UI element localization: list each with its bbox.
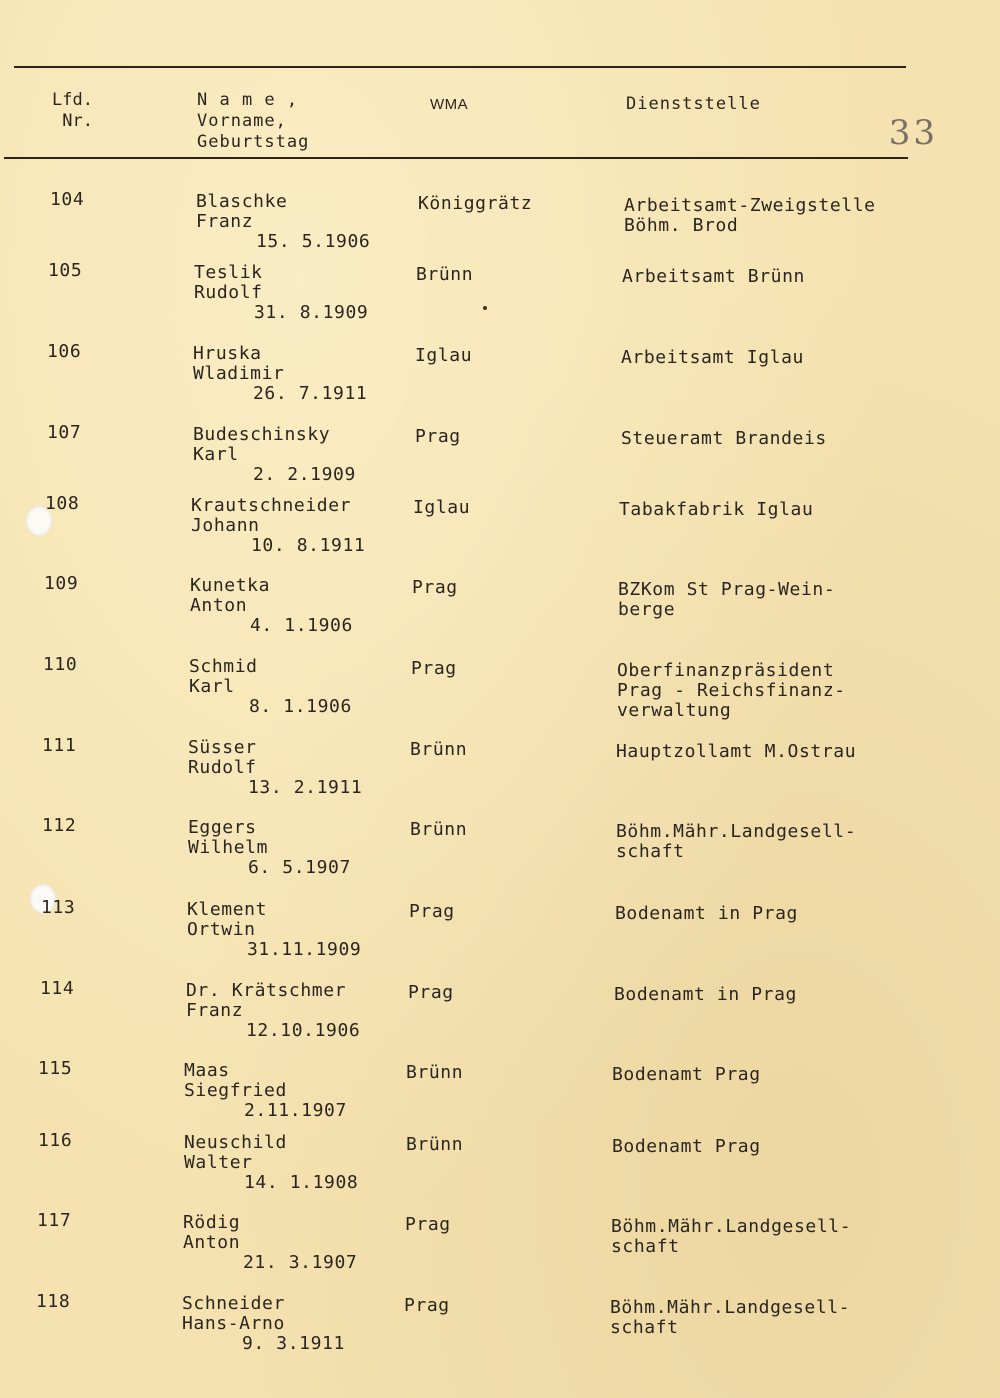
table-row (0, 979, 990, 1059)
wma-value: Prag (408, 982, 454, 1003)
table-row (0, 1059, 988, 1139)
dienststelle-line: Böhm. Brod (624, 215, 739, 236)
dienststelle-line: Hauptzollamt M.Ostrau (616, 741, 857, 762)
surname: Klement (187, 899, 268, 920)
first-name: Franz (186, 1000, 244, 1021)
dienststelle-line: Bodenamt in Prag (614, 984, 797, 1005)
surname: Maas (184, 1060, 230, 1081)
wma-value: Prag (405, 1214, 451, 1235)
row-number: 110 (43, 654, 78, 675)
dienststelle-line: Arbeitsamt Brünn (622, 266, 805, 287)
first-name: Wladimir (193, 363, 285, 384)
dienststelle-line: Tabakfabrik Iglau (619, 499, 814, 520)
birth-date: 15. 5.1906 (256, 231, 371, 252)
wma-value: Iglau (415, 345, 473, 366)
row-number: 106 (47, 341, 82, 362)
surname: Neuschild (184, 1132, 287, 1153)
birth-date: 13. 2.1911 (248, 777, 363, 798)
birth-date: 6. 5.1907 (248, 857, 351, 878)
table-row (0, 494, 995, 574)
surname: Süsser (188, 737, 257, 758)
first-name: Ortwin (187, 919, 256, 940)
table-row (0, 898, 991, 978)
surname: Eggers (188, 817, 257, 838)
header-name: N a m e , Vorname, Geburtstag (197, 90, 310, 152)
header-wma: WMA (430, 96, 469, 113)
dienststelle-line: Böhm.Mähr.Landgesell- (610, 1297, 851, 1318)
row-number: 115 (38, 1058, 73, 1079)
wma-value: Brünn (410, 739, 468, 760)
row-number: 112 (42, 815, 77, 836)
birth-date: 2. 2.1909 (253, 464, 356, 485)
wma-value: Prag (415, 426, 461, 447)
wma-value: Prag (404, 1295, 450, 1316)
table-row (0, 816, 992, 896)
surname: Rödig (183, 1212, 241, 1233)
header-lfd-nr: Lfd. Nr. (52, 90, 93, 131)
birth-date: 10. 8.1911 (251, 535, 366, 556)
first-name: Karl (193, 444, 239, 465)
surname: Budeschinsky (193, 424, 331, 445)
birth-date: 14. 1.1908 (244, 1172, 359, 1193)
top-rule (14, 66, 906, 68)
row-number: 114 (40, 978, 75, 999)
birth-date: 31.11.1909 (247, 939, 362, 960)
wma-value: Königgrätz (418, 193, 533, 214)
wma-value: Brünn (406, 1134, 464, 1155)
first-name: Siegfried (184, 1080, 287, 1101)
table-row (0, 1211, 987, 1291)
first-name: Rudolf (194, 282, 263, 303)
table-row (0, 1292, 986, 1372)
first-name: Anton (190, 595, 248, 616)
wma-value: Prag (409, 901, 455, 922)
birth-date: 4. 1.1906 (250, 615, 353, 636)
dienststelle-line: Böhm.Mähr.Landgesell- (611, 1216, 852, 1237)
dienststelle-line: Bodenamt in Prag (615, 903, 798, 924)
table-row (0, 190, 1000, 270)
birth-date: 8. 1.1906 (249, 696, 352, 717)
first-name: Johann (191, 515, 260, 536)
dienststelle-line: Prag - Reichsfinanz- (617, 680, 846, 701)
dienststelle-line: Steueramt Brandeis (621, 428, 827, 449)
surname: Krautschneider (191, 495, 352, 516)
row-number: 113 (41, 897, 76, 918)
birth-date: 2.11.1907 (244, 1100, 347, 1121)
dienststelle-line: Oberfinanzpräsident (617, 660, 835, 681)
header-rule (4, 157, 908, 159)
surname: Teslik (194, 262, 263, 283)
dienststelle-line: berge (618, 599, 676, 620)
dienststelle-line: Arbeitsamt Iglau (621, 347, 804, 368)
wma-value: Prag (412, 577, 458, 598)
birth-date: 21. 3.1907 (243, 1252, 358, 1273)
dienststelle-line: schaft (610, 1317, 679, 1338)
wma-value: Brünn (416, 264, 474, 285)
table-row (0, 574, 994, 654)
first-name: Wilhelm (188, 837, 269, 858)
surname: Schneider (182, 1293, 285, 1314)
row-number: 104 (50, 189, 85, 210)
wma-value: Brünn (406, 1062, 464, 1083)
dienststelle-line: Arbeitsamt-Zweigstelle (624, 195, 876, 216)
wma-value: Brünn (410, 819, 468, 840)
row-number: 108 (45, 493, 80, 514)
row-number: 111 (42, 735, 77, 756)
dienststelle-line: BZKom St Prag-Wein- (618, 579, 836, 600)
first-name: Franz (196, 211, 254, 232)
row-number: 117 (37, 1210, 72, 1231)
row-number: 116 (38, 1130, 73, 1151)
birth-date: 12.10.1906 (246, 1020, 361, 1041)
wma-value: Iglau (413, 497, 471, 518)
dienststelle-line: Bodenamt Prag (612, 1064, 761, 1085)
row-number: 118 (36, 1291, 71, 1312)
table-row (0, 261, 998, 341)
header-dienststelle: Dienststelle (626, 94, 761, 114)
dienststelle-line: Böhm.Mähr.Landgesell- (616, 821, 857, 842)
surname: Hruska (193, 343, 262, 364)
dienststelle-line: verwaltung (617, 700, 732, 721)
birth-date: 31. 8.1909 (254, 302, 369, 323)
first-name: Walter (184, 1152, 253, 1173)
table-row (0, 423, 997, 503)
surname: Blaschke (196, 191, 288, 212)
first-name: Hans-Arno (182, 1313, 285, 1334)
surname: Schmid (189, 656, 258, 677)
row-number: 109 (44, 573, 79, 594)
surname: Dr. Krätschmer (186, 980, 347, 1001)
surname: Kunetka (190, 575, 271, 596)
first-name: Anton (183, 1232, 241, 1253)
wma-value: Prag (411, 658, 457, 679)
birth-date: 26. 7.1911 (253, 383, 368, 404)
first-name: Rudolf (188, 757, 257, 778)
page-number: 33 (888, 113, 938, 153)
dienststelle-line: schaft (611, 1236, 680, 1257)
table-row (0, 1131, 988, 1211)
first-name: Karl (189, 676, 235, 697)
table-row (0, 342, 997, 422)
row-number: 107 (47, 422, 82, 443)
dienststelle-line: Bodenamt Prag (612, 1136, 761, 1157)
table-row (0, 655, 993, 735)
row-number: 105 (48, 260, 83, 281)
dienststelle-line: schaft (616, 841, 685, 862)
birth-date: 9. 3.1911 (242, 1333, 345, 1354)
table-row (0, 736, 992, 816)
